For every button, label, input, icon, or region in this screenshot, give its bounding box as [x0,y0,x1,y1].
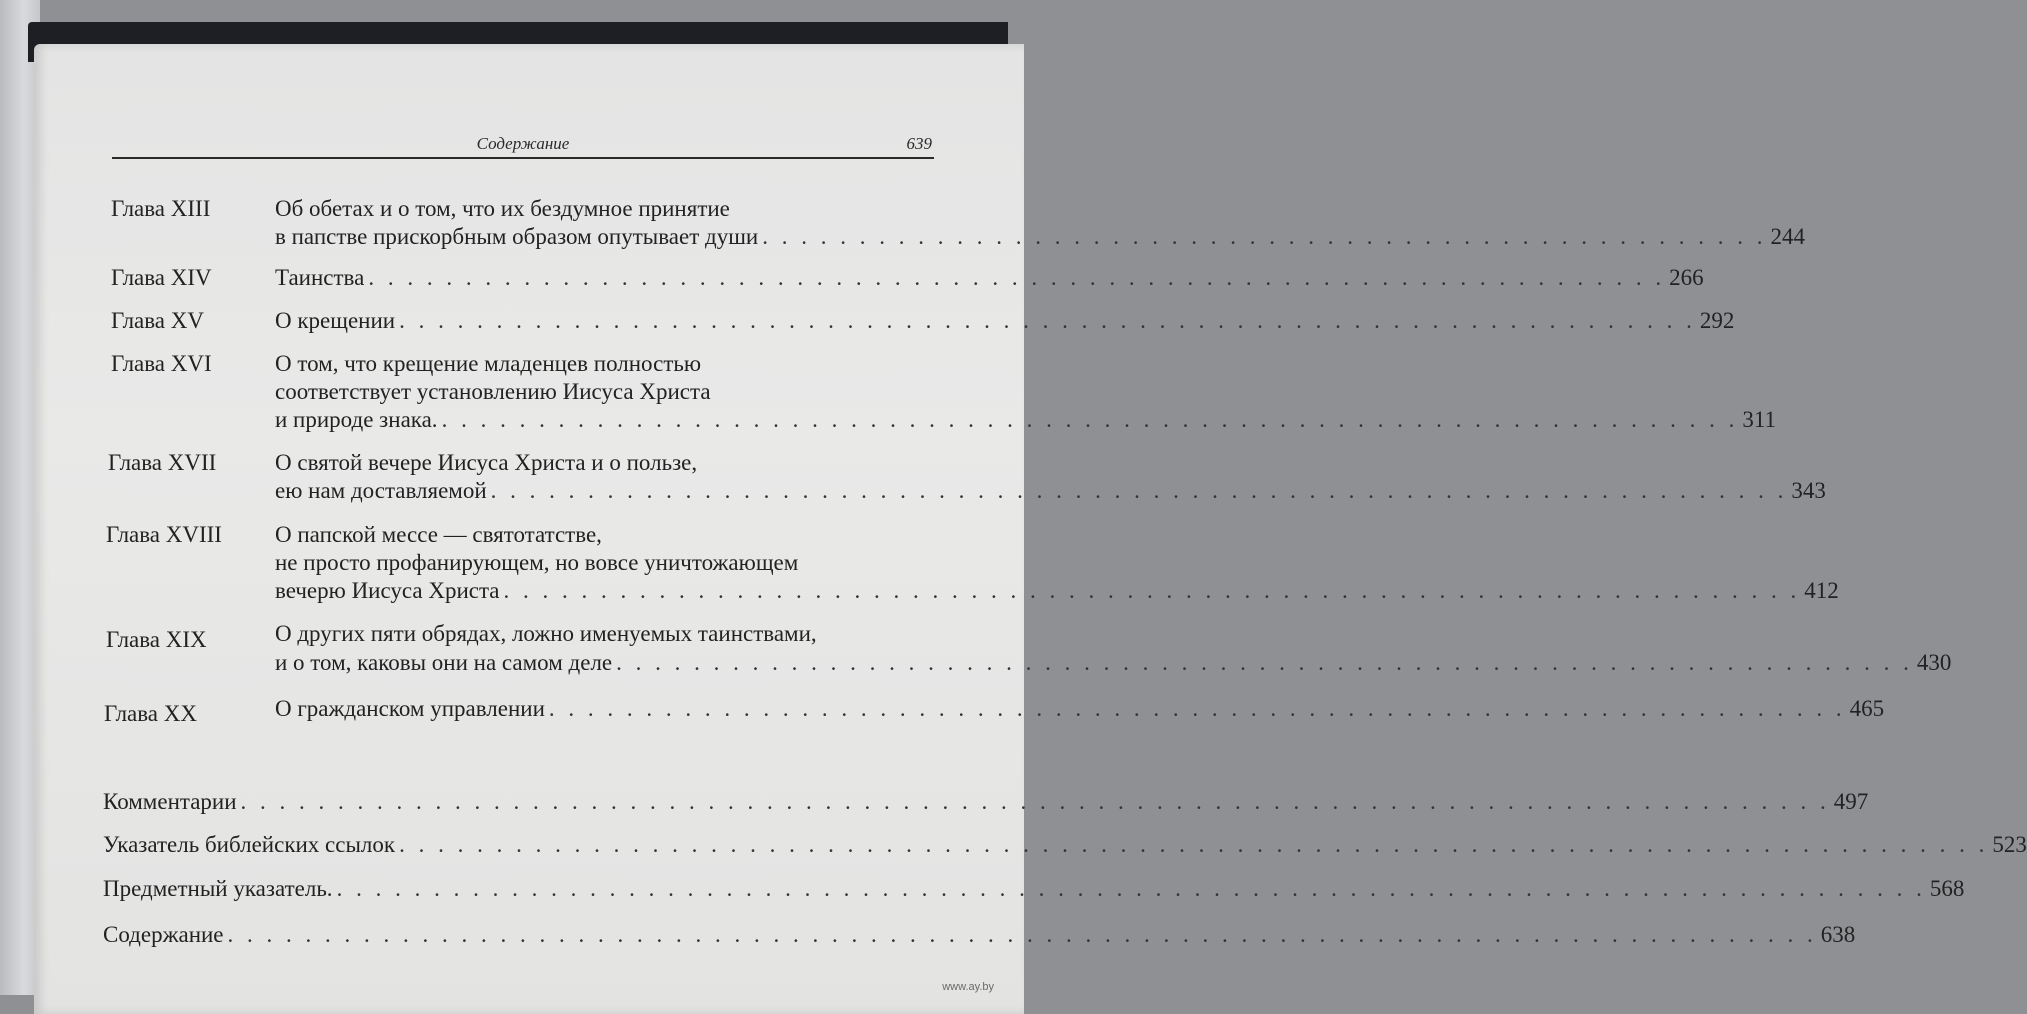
chapter-label: Глава XIII [111,196,211,221]
leader-dots: . . . . . . . . . . . . . . . . . . . . . . . . . . . . . . . . . . . . . . . . . . . . . . . . . . . . . . . . . . . . . . . . . . . [399,308,1696,333]
chapter-title-text: О других пяти обрядах, ложно именуемых таинствами, [275,621,817,646]
back-matter-entry [103,876,1965,902]
leader-dots: . . . . . . . . . . . . . . . . . . . . . . . . . . . . . . . . . . . . . . . . . . . . . . . . . . . . . . . . . . . . . . . . . . . [548,696,1846,721]
chapter-page-number: 266 [1669,265,1704,290]
chapter-page-number: 412 [1804,578,1839,603]
chapter-title-text: ею нам доставляемой [275,478,487,503]
leader-dots: . . . . . . . . . . . . . . . . . . . . . . . . . . . . . . . . . . . . . . . . . . . . . . . . . . . . [762,224,1767,249]
leader-dots: . . . . . . . . . . . . . . . . . . . . . . . . . . . . . . . . . . . . . . . . . . . . . . . . . . . . . . . . . . . . . . . . . . . . . . . . . . . . . . . . . . [227,922,1817,947]
back-matter-page-number: 638 [1820,922,1856,947]
chapter-label: Глава XIX [106,627,207,652]
chapter-label: Глава XX [104,701,197,726]
back-matter-page-number: 568 [1929,876,1965,901]
chapter-entry-line [275,696,1885,722]
back-matter-page-number: 497 [1833,789,1869,814]
chapter-title-text: Об обетах и о том, что их бездумное принятие [275,196,730,221]
chapter-page-number: 292 [1699,308,1735,333]
chapter-label: Глава XVIII [106,522,222,547]
back-matter-title: Предметный указатель. [103,876,333,901]
chapter-label: Глава XVII [108,450,217,475]
chapter-title-text: вечерю Иисуса Христа [275,578,500,603]
leader-dots: . . . . . . . . . . . . . . . . . . . . . . . . . . . . . . . . . . . . . . . . . . . . . . . . . . . . . . . . . . . . . . . . . . . [441,407,1739,432]
back-matter-entry [103,922,1856,948]
chapter-title-text: и природе знака. [275,407,438,432]
leader-dots: . . . . . . . . . . . . . . . . . . . . . . . . . . . . . . . . . . . . . . . . . . . . . . . . . . . . . . . . . . . . . . . . . . . . . . . . . . . . . . . . . . [240,789,1830,814]
chapter-title-text: в папстве прискорбным образом опутывает души [275,224,759,249]
chapter-page-number: 430 [1916,650,1952,675]
running-header [112,133,934,159]
chapter-entry-line [275,478,1826,504]
chapter-title-line [275,196,935,222]
chapter-title-line [275,550,940,576]
chapter-title-text: О гражданском управлении [275,696,545,721]
chapter-title-line [275,522,940,548]
back-matter-title: Содержание [103,922,224,947]
chapter-entry-line [275,308,1735,334]
header-title: Содержание [476,134,570,153]
leader-dots: . . . . . . . . . . . . . . . . . . . . . . . . . . . . . . . . . . . . . . . . . . . . . . . . . . . . . . . . . . . . . . . . . . . [503,578,1801,603]
chapter-title-line [275,621,940,647]
chapter-page-number: 311 [1742,407,1776,432]
leader-dots: . . . . . . . . . . . . . . . . . . . . . . . . . . . . . . . . . . . . . . . . . . . . . . . . . . . . . . . . . . . . . . . . . . . . . . . . . . . . . . . . . . [336,876,1926,901]
back-matter-entry [103,832,2027,858]
back-matter-title: Комментарии [103,789,237,814]
chapter-label: Глава XV [111,308,204,333]
chapter-title-text: и о том, каковы они на самом деле [275,650,613,675]
chapter-page-number: 465 [1849,696,1885,721]
chapter-title-line [275,379,935,405]
chapter-label: Глава XVI [111,351,212,376]
back-matter-page-number: 523 [1992,832,2027,857]
chapter-entry-line [275,578,1839,604]
chapter-title-line [275,351,935,377]
chapter-entry-line [275,265,1704,291]
watermark-text: www.ay.by [942,981,994,993]
chapter-entry-line [275,407,1776,433]
leader-dots: . . . . . . . . . . . . . . . . . . . . . . . . . . . . . . . . . . . . . . . . . . . . . . . . . . . . . . . . . . . . . . . . . . . [490,478,1788,503]
chapter-title-text: О святой вечере Иисуса Христа и о пользе, [275,450,698,475]
chapter-title-text: О крещении [275,308,396,333]
chapter-title-line [275,450,935,476]
back-matter-entry [103,789,1869,815]
chapter-page-number: 244 [1770,224,1805,249]
chapter-page-number: 343 [1791,478,1826,503]
chapter-entry-line [275,650,1952,676]
chapter-title-text: О том, что крещение младенцев полностью [275,351,702,376]
leader-dots: . . . . . . . . . . . . . . . . . . . . . . . . . . . . . . . . . . . . . . . . . . . . . . . . . . . . . . . . . . . . . . . . . . . . . . . . . . . . . . . . . . [399,832,1989,857]
chapter-title-text: О папской мессе — святотатстве, [275,522,602,547]
back-matter-title: Указатель библейских ссылок [103,832,396,857]
chapter-title-text: Таинства [275,265,365,290]
chapter-title-text: не просто профанирующем, но вовсе уничтожающем [275,550,799,575]
header-page-number: 639 [906,134,932,153]
chapter-title-text: соответствует установлению Иисуса Христа [275,379,711,404]
leader-dots: . . . . . . . . . . . . . . . . . . . . . . . . . . . . . . . . . . . . . . . . . . . . . . . . . . . . . . . . . . . . . . . . . . . [616,650,1913,675]
leader-dots: . . . . . . . . . . . . . . . . . . . . . . . . . . . . . . . . . . . . . . . . . . . . . . . . . . . . . . . . . . . . . . . . . . . [368,265,1666,290]
chapter-label: Глава XIV [111,265,212,290]
chapter-entry-line [275,224,1805,250]
